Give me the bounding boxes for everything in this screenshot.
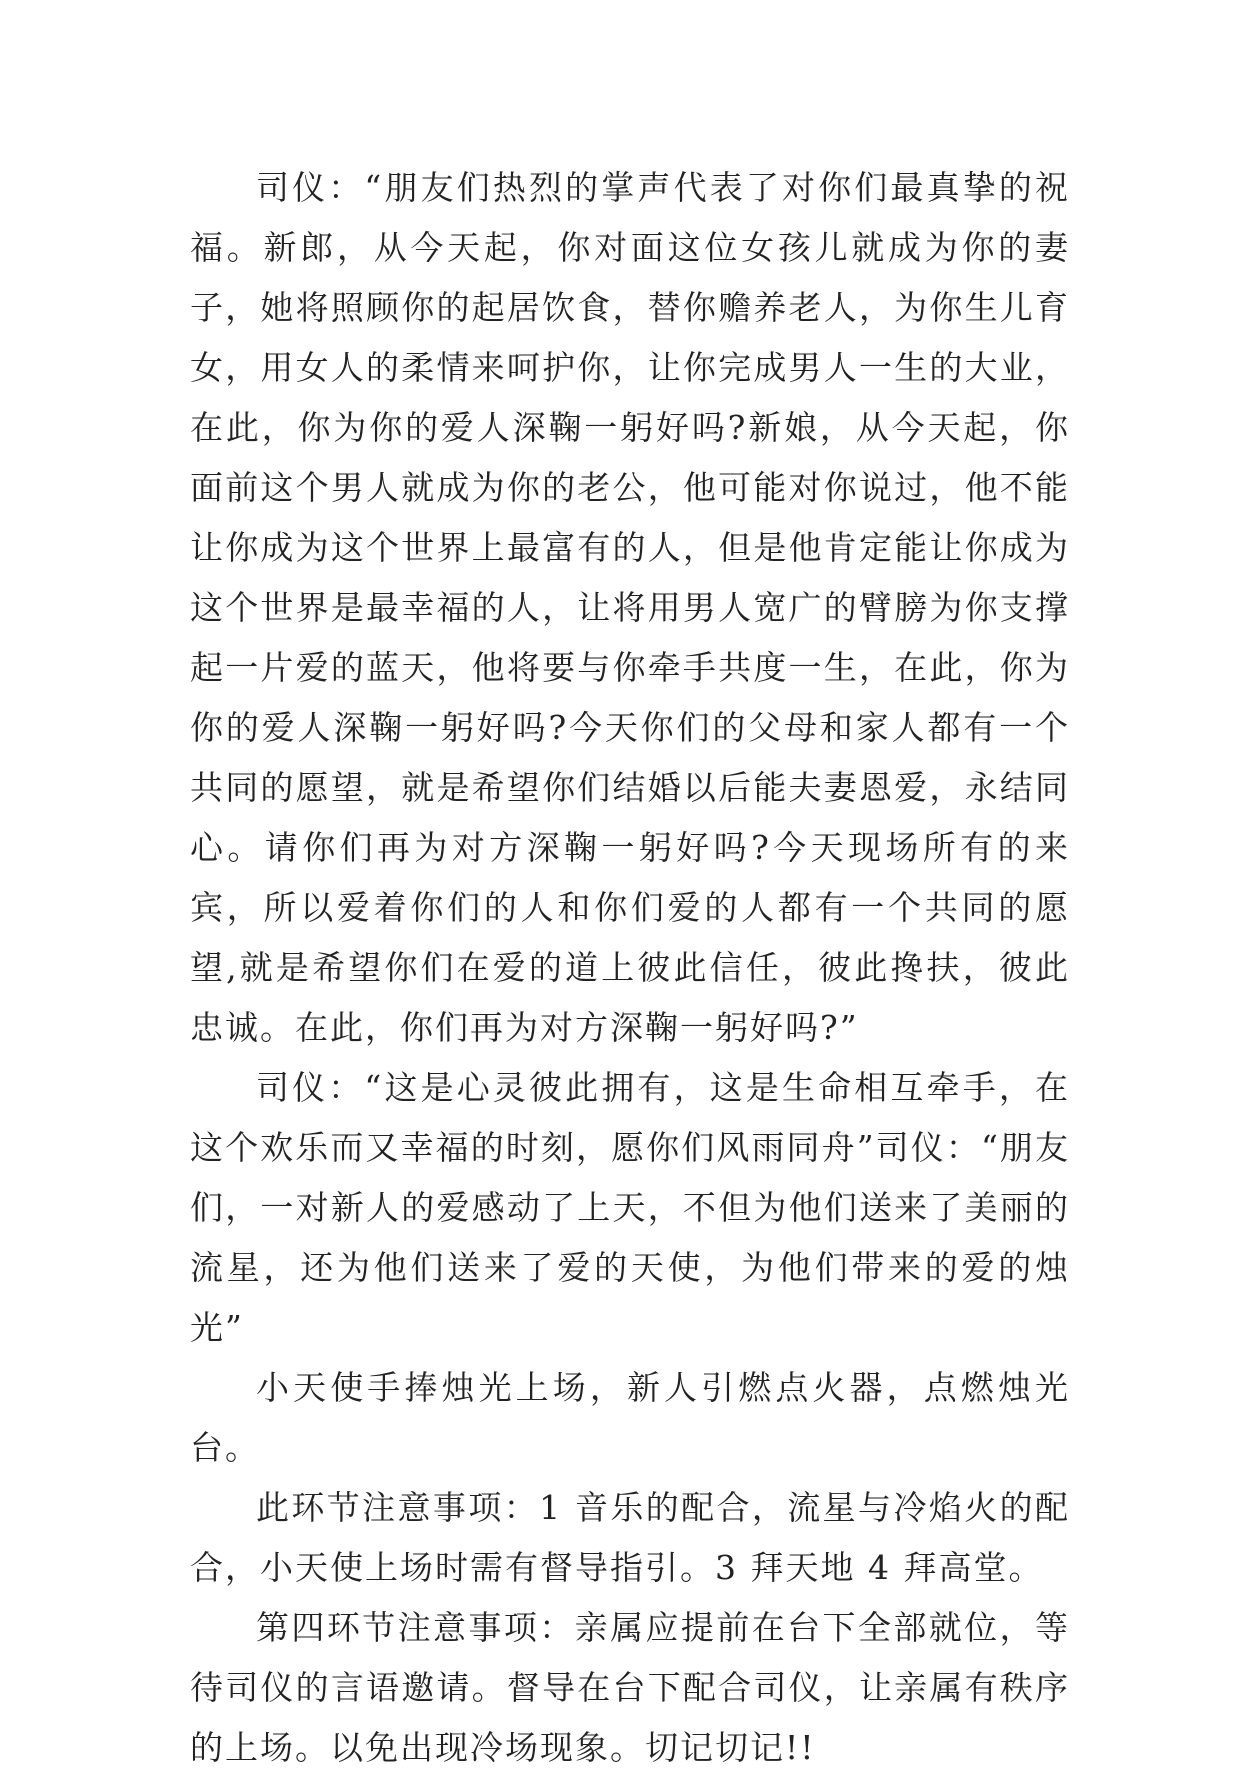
paragraph-segment-notes: 此环节注意事项：1 音乐的配合，流星与冷焰火的配合，小天使上场时需有督导指引。3 拜天地 4 拜高堂。 — [190, 1488, 1070, 1587]
paragraph-officiant-blessing: 司仪：“朋友们热烈的掌声代表了对你们最真挚的祝福。新郎，从今天起，你对面这位女孩儿就成为你的妻子，她将照顾你的起居饮食，替你赡养老人，为你生儿育女，用女人的柔情来呵护你，让你完成男人一生的大业，在此，你为你的爱人深鞠一躬好吗?新娘，从今天起，你面前这个男人就成为你的老公，他可能对你说过，他不能让你成为这个世界上最富有的人，但是他肯定能让你成为这个世界是最幸福的人，让将用男人宽广的臂膀为你支撑起一片爱的蓝天，他将要与你牵手共度一生，在此，你为你的爱人深鞠一躬好吗?今天你们的父母和家人都有一个共同的愿望，就是希望你们结婚以后能夫妻恩爱，永结同心。请你们再为对方深鞠一躬好吗?今天现场所有的来宾，所以爱着你们的人和你们爱的人都有一个共同的愿望,就是希望你们在爱的道上彼此信任，彼此搀扶，彼此忠诚。在此，你们再为对方深鞠一躬好吗?” — [190, 168, 1070, 1047]
paragraph-fourth-segment-notes: 第四环节注意事项：亲属应提前在台下全部就位，等待司仪的言语邀请。督导在台下配合司仪，让亲属有秩序的上场。以免出现冷场现象。切记切记!! — [190, 1608, 1070, 1767]
paragraph-officiant-candlelight: 司仪：“这是心灵彼此拥有，这是生命相互牵手，在这个欢乐而又幸福的时刻，愿你们风雨同舟”司仪：“朋友们，一对新人的爱感动了上天，不但为他们送来了美丽的流星，还为他们送来了爱的天使，为他们带来的爱的烛光” — [190, 1068, 1070, 1347]
paragraph-angel-entrance: 小天使手捧烛光上场，新人引燃点火器，点燃烛光台。 — [190, 1368, 1070, 1467]
document-body — [190, 158, 1070, 1778]
